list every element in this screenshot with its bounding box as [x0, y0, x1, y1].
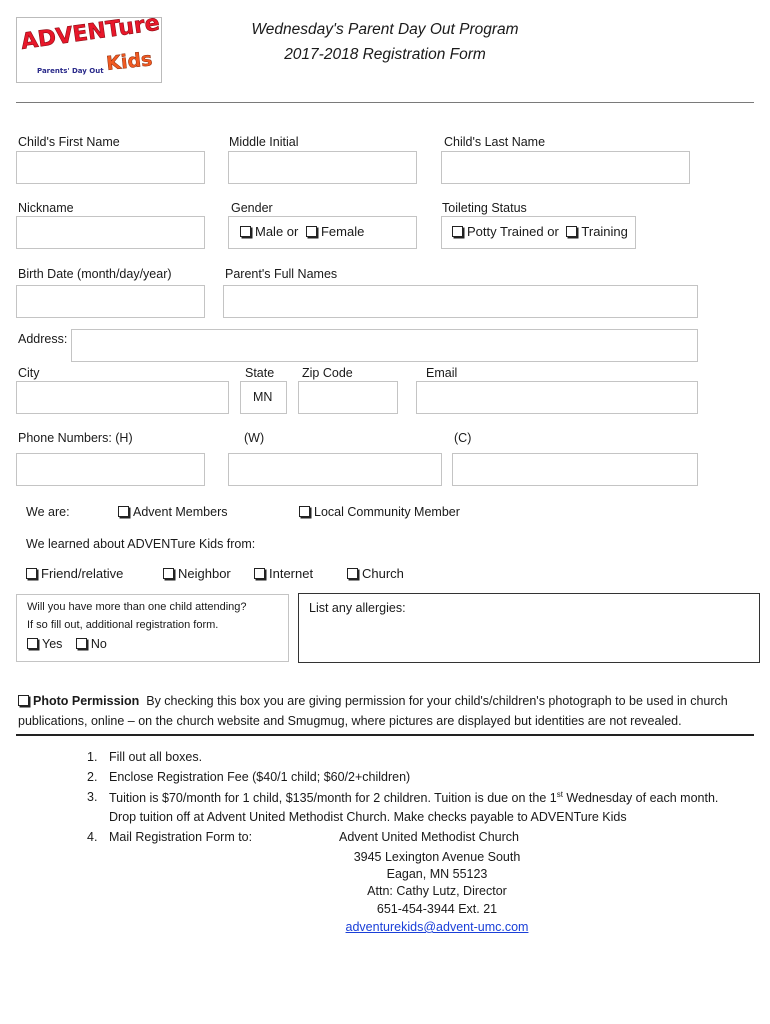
siblings-options [27, 637, 107, 651]
photo-permission-line1 [18, 694, 728, 708]
state-value: MN [253, 390, 273, 404]
internet-label: Internet [269, 566, 314, 581]
address-label: Address: [18, 332, 68, 346]
phone-cell-field[interactable] [452, 453, 698, 486]
nickname-label: Nickname [18, 201, 74, 215]
allergies-label: List any allergies: [309, 601, 406, 615]
step-1-text: Fill out all boxes. [109, 750, 203, 764]
mailing-phone: 651-454-3944 Ext. 21 [376, 902, 498, 916]
advent-members-option [118, 505, 227, 519]
training-label: Training [581, 224, 628, 239]
photo-permission-text2: publications, online – on the church website and Smugmug, where pictures are displayed but identities are not revealed. [18, 714, 682, 728]
potty-trained-label: Potty Trained or [467, 224, 559, 239]
phone-work-field[interactable] [228, 453, 442, 486]
internet-checkbox[interactable] [254, 568, 265, 579]
form-title: Wednesday's Parent Day Out Program [251, 21, 519, 38]
phone-work-label: (W) [244, 431, 265, 445]
step-3-number: 3. [87, 790, 98, 804]
mailing-city: Eagan, MN 55123 [386, 867, 488, 881]
siblings-no-checkbox[interactable] [76, 638, 87, 649]
advent-members-label: Advent Members [133, 505, 228, 519]
zip-label: Zip Code [302, 366, 353, 380]
zip-field[interactable] [298, 381, 398, 414]
referral-neighbor-option [163, 566, 231, 581]
photo-permission-title: Photo Permission [33, 694, 140, 708]
referral-church-option [347, 566, 404, 581]
birth-date-label: Birth Date (month/day/year) [18, 267, 172, 281]
logo-word-kids: Kids [105, 48, 154, 75]
address-field[interactable] [71, 329, 698, 362]
state-field[interactable] [240, 381, 287, 414]
first-name-label: Child's First Name [18, 135, 120, 149]
siblings-no-label: No [90, 637, 107, 651]
first-name-field[interactable] [16, 151, 205, 184]
step-4-text: Mail Registration Form to: [109, 830, 253, 844]
photo-permission-text1: By checking this box you are giving permission for your child's/children's photograph to be used in church [146, 694, 728, 708]
potty-trained-checkbox[interactable] [452, 226, 463, 237]
membership-label: We are: [26, 505, 70, 519]
community-member-option [299, 505, 460, 519]
email-label: Email [426, 366, 458, 380]
toileting-options [452, 224, 628, 239]
gender-male-checkbox[interactable] [240, 226, 251, 237]
header-divider [16, 102, 754, 103]
referral-label: We learned about ADVENTure Kids from: [26, 537, 256, 551]
community-member-label: Local Community Member [314, 505, 460, 519]
friend-relative-checkbox[interactable] [26, 568, 37, 579]
referral-friend-option [26, 566, 123, 581]
step-3-text-a: Tuition is $70/month for 1 child, $135/month for 2 children. Tuition is due on the 1 [109, 791, 557, 806]
friend-relative-label: Friend/relative [41, 566, 124, 581]
step-1-number: 1. [87, 750, 98, 764]
parents-field[interactable] [223, 285, 698, 318]
step-3-superscript: st [556, 790, 563, 799]
siblings-question: Will you have more than one child attending? [27, 601, 247, 613]
email-field[interactable] [416, 381, 698, 414]
training-checkbox[interactable] [566, 226, 577, 237]
church-label: Church [362, 566, 404, 581]
last-name-label: Child's Last Name [444, 135, 546, 149]
church-checkbox[interactable] [347, 568, 358, 579]
last-name-field[interactable] [441, 151, 690, 184]
neighbor-label: Neighbor [178, 566, 231, 581]
gender-label: Gender [231, 201, 273, 215]
phone-home-field[interactable] [16, 453, 205, 486]
toileting-label: Toileting Status [442, 201, 527, 215]
siblings-yes-checkbox[interactable] [27, 638, 38, 649]
logo-word-main: ADVENTure [19, 18, 161, 55]
nickname-field[interactable] [16, 216, 205, 249]
referral-internet-option [254, 566, 313, 581]
step-3-text-c: Drop tuition off at Advent United Methodist Church. Make checks payable to ADVENTure Kids [109, 810, 627, 824]
mailing-attn: Attn: Cathy Lutz, Director [367, 884, 507, 898]
allergies-field[interactable] [298, 593, 760, 663]
gender-options [240, 224, 364, 239]
birth-date-field[interactable] [16, 285, 205, 318]
step-4-number: 4. [87, 830, 98, 844]
state-label: State [245, 366, 275, 380]
gender-male-label: Male or [255, 224, 299, 239]
form-subtitle: 2017-2018 Registration Form [284, 46, 486, 63]
parents-label: Parent's Full Names [225, 267, 338, 281]
advent-members-checkbox[interactable] [118, 506, 129, 517]
phone-cell-label: (C) [454, 431, 472, 445]
middle-initial-label: Middle Initial [229, 135, 299, 149]
step-2-text: Enclose Registration Fee ($40/1 child; $60/2+children) [109, 770, 411, 784]
photo-divider [16, 734, 754, 736]
phone-home-label: Phone Numbers: (H) [18, 431, 133, 445]
community-member-checkbox[interactable] [299, 506, 310, 517]
photo-permission-checkbox[interactable] [18, 695, 29, 706]
siblings-yes-label: Yes [42, 637, 63, 651]
middle-initial-field[interactable] [228, 151, 417, 184]
siblings-note: If so fill out, additional registration form. [27, 619, 219, 631]
step-3-text-b: Wednesday of each month. [562, 791, 719, 806]
mailing-email-link[interactable]: adventurekids@advent-umc.com [345, 920, 529, 934]
mailing-street: 3945 Lexington Avenue South [353, 850, 521, 864]
church-name: Advent United Methodist Church [339, 830, 519, 844]
city-label: City [18, 366, 40, 380]
logo-tagline: Parents' Day Out [37, 67, 104, 75]
step-2-number: 2. [87, 770, 98, 784]
gender-female-label: Female [320, 224, 365, 239]
step-3-text [109, 790, 718, 805]
siblings-box [16, 594, 289, 662]
city-field[interactable] [16, 381, 229, 414]
neighbor-checkbox[interactable] [163, 568, 174, 579]
gender-female-checkbox[interactable] [306, 226, 317, 237]
